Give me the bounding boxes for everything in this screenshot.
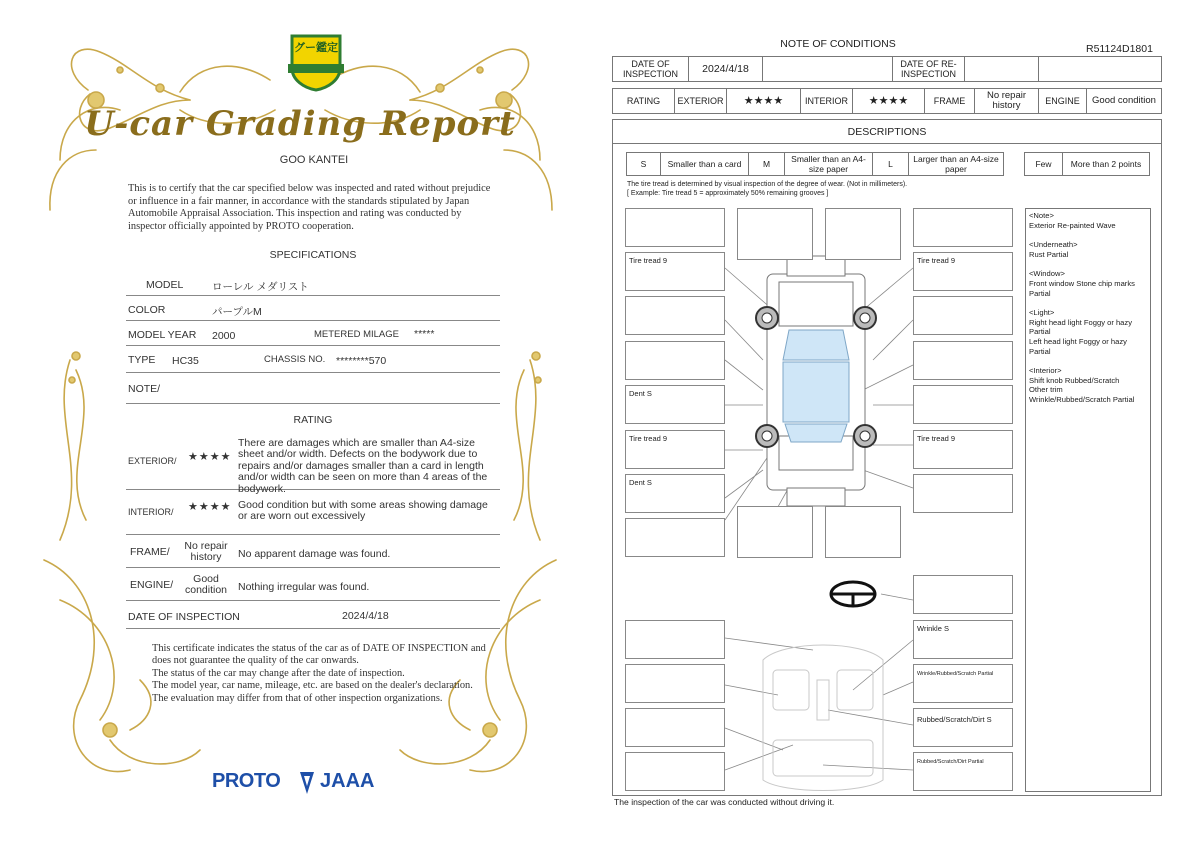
rating-summary-table [612,88,1162,114]
report-title: U-car Grading Report [84,104,516,144]
note-group-interior [1029,366,1147,404]
reinspection-label: DATE OF RE-INSPECTION [893,57,965,82]
color-row [126,296,500,321]
steering-damage-box [913,575,1013,614]
engine-rating-row [126,568,500,601]
report-subtitle: GOO KANTEI [279,154,349,166]
date-of-inspection-value: 2024/4/18 [689,57,763,82]
type-value: HC35 [172,355,199,367]
note-heading: <Window> [1029,269,1065,279]
interior-damage-box [625,752,725,791]
interior-stars: ★★★★ [853,89,925,114]
interior-description: Good condition but with some areas showing damage or are worn out excessively [238,499,488,523]
damage-box [913,385,1013,424]
specifications-heading: SPECIFICATIONS [269,249,357,261]
note-text: Front window Stone chip marks Partial [1029,278,1135,298]
damage-text: Dent S [629,389,652,398]
damage-text: Rubbed/Scratch/Dirt Partial [917,759,984,765]
damage-box-right-front-tire [913,252,1013,291]
date-of-inspection-label: DATE OF INSPECTION [613,57,689,82]
type-label: TYPE [128,354,156,366]
damage-box-right-rear-tire [913,430,1013,469]
interior-damage-box-1 [913,620,1013,659]
certification-statement: This is to certify that the car specified below was inspected and rated without prejudice or influence in a fair manner, in accordance with the standards stipulated by Japan Automobile Appraisal Association. This inspection and rating was conducted by inspector officially appointed by PROTO cooperation. [128,183,491,232]
damage-box [913,474,1013,513]
disclaimer-line: The evaluation may differ from that of other inspection organizations. [152,692,443,704]
interior-damage-box-3 [913,708,1013,747]
interior-rating-row [126,490,500,535]
damage-box-left-dent-1 [625,385,725,424]
model-year-row [126,321,500,346]
note-text: Rust Partial [1029,249,1069,259]
note-group-underneath [1029,240,1147,259]
legend-s-key: S [627,153,661,176]
damage-box [913,341,1013,380]
rating-heading: RATING [293,414,333,426]
note-text: Shift knob Rubbed/Scratch [1029,375,1120,385]
damage-box [825,506,901,558]
goo-kantei-badge [288,32,344,92]
chassis-label: CHASSIS NO. [264,354,326,365]
model-value: ローレル メダリスト [212,281,309,293]
engine-value: Good condition [184,573,228,597]
jaaa-logo: JAAA [320,770,375,792]
note-text: Exterior Re-painted Wave [1029,220,1116,230]
damage-box-left-front-tire [625,252,725,291]
model-year-label: MODEL YEAR [128,329,197,341]
inspection-date-label: DATE OF INSPECTION [128,611,240,623]
tire-note-line: The tire tread is determined by visual inspection of the degree of wear. (Not in millimeters). [627,181,908,188]
proto-logo: PROTO [212,770,281,792]
certificate-disclaimer [152,643,492,705]
interior-damage-box [625,664,725,703]
damage-text: Tire tread 9 [629,256,668,265]
conditions-title: NOTE OF CONDITIONS [780,38,896,50]
inspection-date-value: 2024/4/18 [342,610,389,622]
damage-text: Tire tread 9 [917,256,956,265]
note-of-conditions [600,0,1200,848]
reinspection-value [965,57,1039,82]
inspection-dates-table [612,56,1162,82]
damage-box [737,506,813,558]
note-text: Other trim [1029,385,1063,395]
tire-note-line: [ Example: Tire tread 5 = approximately 50% remaining grooves ] [627,190,829,197]
condition-notes [1025,208,1151,792]
damage-box [913,296,1013,335]
rating-label: RATING [613,89,675,114]
legend-l-key: L [873,153,909,176]
exterior-rating-row [126,434,500,495]
exterior-label: EXTERIOR/ [128,456,177,466]
legend-l-text: Larger than an A4-size paper [909,153,1004,176]
note-heading: <Light> [1029,308,1055,318]
engine-label: ENGINE [1039,89,1087,114]
jaaa-emblem-icon [298,770,316,796]
note-text: Right head light Foggy or hazy Partial [1029,317,1132,337]
engine-description: Nothing irregular was found. [238,581,370,593]
descriptions-panel [612,119,1162,796]
frame-description: No apparent damage was found. [238,548,391,560]
exterior-stars: ★★★★ [188,451,232,463]
interior-damage-box-2 [913,664,1013,703]
few-legend [1024,152,1150,176]
damage-box [625,296,725,335]
damage-text: Wrinkle/Rubbed/Scratch Partial [917,671,994,677]
damage-box [625,341,725,380]
note-heading: <Underneath> [1029,240,1078,250]
note-heading: <Interior> [1029,366,1062,376]
damage-box [913,208,1013,247]
note-text: Wrinkle/Rubbed/Scratch Partial [1029,394,1135,404]
damage-text: Wrinkle S [917,624,949,633]
note-label: NOTE/ [128,383,161,395]
type-row [126,346,500,373]
disclaimer-line: The status of the car may change after the date of inspection. [152,667,405,679]
frame-value: No repair history [975,89,1039,114]
legend-few-text: More than 2 points [1063,153,1150,176]
frame-value: No repair history [184,540,228,564]
damage-text: Tire tread 9 [917,434,956,443]
damage-box-left-rear-tire [625,430,725,469]
exterior-stars: ★★★★ [727,89,801,114]
exterior-label: EXTERIOR [675,89,727,114]
damage-box [625,208,725,247]
damage-box [625,518,725,557]
legend-few-key: Few [1025,153,1063,176]
inspection-footer-note: The inspection of the car was conducted without driving it. [614,797,835,807]
inspection-date-row [126,601,500,629]
engine-label: ENGINE/ [130,579,174,591]
disclaimer-line: The model year, car name, mileage, etc. are based on the dealer's declaration. [152,680,473,692]
interior-damage-box-4 [913,752,1013,791]
interior-damage-box [625,620,725,659]
color-label: COLOR [128,304,166,316]
mileage-value: ***** [414,328,435,340]
interior-label: INTERIOR [801,89,853,114]
damage-box [737,208,813,260]
note-group-light [1029,308,1147,356]
note-group-note [1029,211,1147,230]
legend-s-text: Smaller than a card [661,153,749,176]
frame-label: FRAME/ [130,546,170,558]
issuer-logos [212,768,412,800]
damage-text: Dent S [629,478,652,487]
color-value: パープルM [212,306,262,318]
interior-label: INTERIOR/ [128,507,174,517]
damage-text: Rubbed/Scratch/Dirt S [917,715,992,724]
mileage-label: METERED MILAGE [314,329,399,340]
note-row [126,373,500,404]
interior-damage-box [625,708,725,747]
date-blank-1 [763,57,893,82]
model-label: MODEL [146,279,184,291]
legend-m-text: Smaller than an A4-size paper [785,153,873,176]
damage-box-left-dent-2 [625,474,725,513]
note-text: Left head light Foggy or hazy Partial [1029,336,1127,356]
legend-m-key: M [749,153,785,176]
engine-value: Good condition [1087,89,1162,114]
frame-label: FRAME [925,89,975,114]
chassis-value: ********570 [336,355,387,367]
badge-text: グー鑑定 [294,42,338,54]
note-group-window [1029,269,1147,298]
frame-rating-row [126,535,500,568]
descriptions-heading: DESCRIPTIONS [613,120,1161,144]
report-id: R51124D1801 [1086,43,1153,55]
date-blank-2 [1039,57,1162,82]
model-year-value: 2000 [212,330,236,342]
model-row [126,271,500,296]
exterior-description: There are damages which are smaller than A4-size sheet and/or width. Defects on the bodywork due to repairs and/or damages smaller than a card in length and/or width can be seen on more than 4 areas of the bodywork. [238,437,488,495]
interior-stars: ★★★★ [188,501,232,513]
damage-box [825,208,901,260]
note-heading: <Note> [1029,211,1054,220]
disclaimer-line: This certificate indicates the status of the car as of DATE OF INSPECTION and does not guarantee the quality of the car onwards. [152,643,486,667]
damage-text: Tire tread 9 [629,434,668,443]
